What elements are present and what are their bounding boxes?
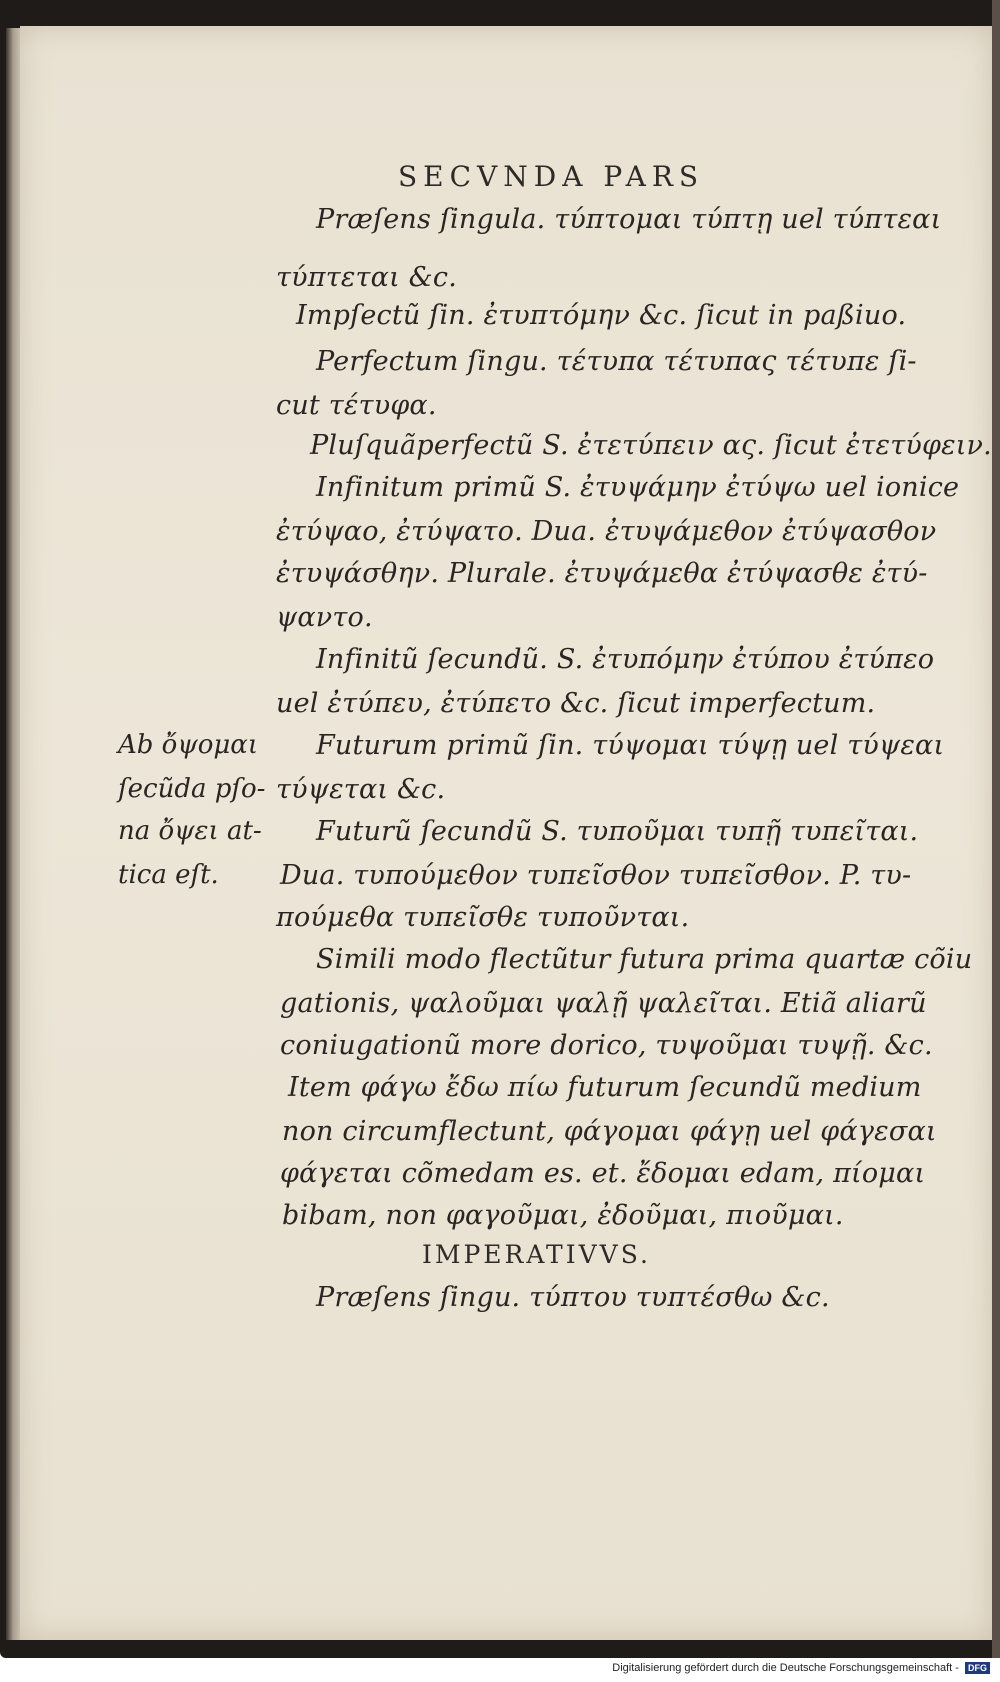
section-heading: IMPERATIVVS. xyxy=(422,1240,651,1269)
text-line: Perfectum ſingu. τέτυπα τέτυπας τέτυπε ſi- xyxy=(316,346,917,377)
text-line: Præſens ſingula. τύπτομαι τύπτῃ uel τύπτεαι xyxy=(316,204,942,235)
binding-strip xyxy=(992,0,1000,1658)
text-line: bibam, non φαγοῦμαι, ἐδοῦμαι, πιοῦμαι. xyxy=(282,1200,844,1231)
text-line: Futurũ ſecundũ S. τυποῦμαι τυπῇ τυπεῖται. xyxy=(316,816,919,847)
text-line: Item φάγω ἔδω πίω futurum ſecundũ medium xyxy=(288,1072,922,1103)
text-line: φάγεται cõmedam es. et. ἔδομαι edam, πίομαι xyxy=(280,1158,926,1189)
text-line: cut τέτυφα. xyxy=(276,390,437,421)
dfg-logo: DFG xyxy=(965,1662,990,1674)
margin-note-line: tica eſt. xyxy=(118,860,219,890)
text-line: πούμεθα τυπεῖσθε τυποῦνται. xyxy=(276,902,690,933)
text-line: ἐτύψαο, ἐτύψατο. Dua. ἐτυψάμεθον ἐτύψασθον xyxy=(276,516,937,547)
text-line: Impſectũ ſin. ἐτυπτόμην &c. ſicut in paßiuo. xyxy=(296,300,907,331)
text-line: Simili modo flectũtur futura prima quartæ cõiu xyxy=(316,944,973,975)
text-line: Infinitum primũ S. ἐτυψάμην ἐτύψω uel ionice xyxy=(316,472,960,503)
margin-note-line: ſecũda pſo- xyxy=(118,774,266,804)
text-line: τύψεται &c. xyxy=(276,774,446,805)
digitization-footer xyxy=(612,1662,990,1674)
text-line: Infinitũ ſecundũ. S. ἐτυπόμην ἐτύπου ἐτύπεο xyxy=(316,644,935,675)
margin-note-line: Ab ὄψομαι xyxy=(118,730,259,760)
text-line: gationis, ψαλοῦμαι ψαλῇ ψαλεῖται. Etiã aliarũ xyxy=(280,988,927,1019)
text-line: Præſens ſingu. τύπτου τυπτέσθω &c. xyxy=(316,1282,830,1313)
text-line: coniugationũ more dorico, τυψοῦμαι τυψῇ. &c. xyxy=(280,1030,933,1061)
text-line: Pluſquãperfectũ S. ἐτετύπειν ας. ſicut ἐτετύφειν. xyxy=(310,430,992,461)
running-head: SECVNDA PARS xyxy=(398,160,705,193)
text-line: Dua. τυπούμεθον τυπεῖσθον τυπεῖσθον. P. τυ- xyxy=(280,860,912,891)
margin-note-line: na ὄψει at- xyxy=(118,816,262,846)
text-line: Futurum primũ ſin. τύψομαι τύψῃ uel τύψεαι xyxy=(316,730,945,761)
footer-text: Digitalisierung gefördert durch die Deutsche Forschungsgemeinschaft - xyxy=(612,1662,959,1674)
text-line: uel ἐτύπευ, ἐτύπετο &c. ſicut imperfectum. xyxy=(276,688,876,719)
text-line: ἐτυψάσθην. Plurale. ἐτυψάμεθα ἐτύψασθε ἐτύ- xyxy=(276,558,928,589)
text-line: τύπτεται &c. xyxy=(276,262,457,293)
text-line: non circumflectunt, φάγομαι φάγῃ uel φάγεσαι xyxy=(282,1116,937,1147)
text-line: ψαντο. xyxy=(276,602,373,633)
